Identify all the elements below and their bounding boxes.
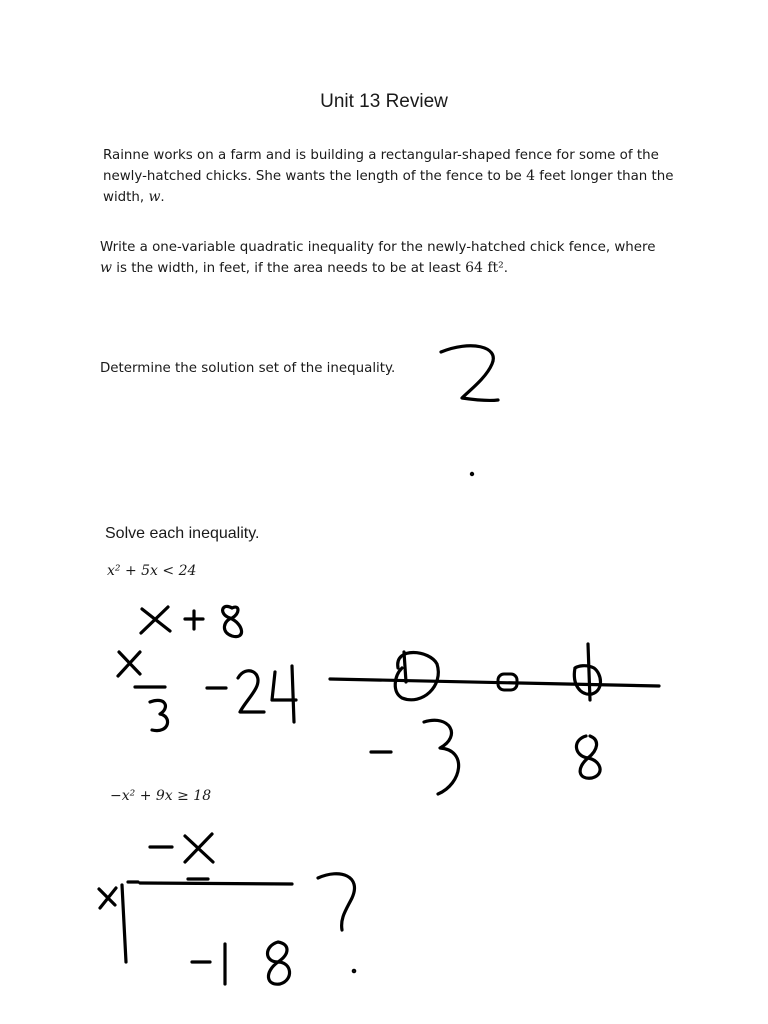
factor2-top-neg-x (140, 834, 292, 884)
q1-line-2-a: is the width, in feet, if the area needs to be at least (111, 261, 466, 276)
intro-line-3-a: width, (103, 190, 149, 205)
factor2-left-x (99, 882, 138, 962)
inequality-1: x² + 5x < 24 (107, 563, 197, 579)
question-mark-2 (318, 874, 355, 973)
root-8 (576, 736, 600, 778)
intro-line-3-b: . (160, 190, 165, 205)
factor-top-x-plus-8 (141, 606, 242, 636)
number-line (330, 644, 659, 700)
solve-heading: Solve each inequality. (105, 525, 260, 542)
q1-line-2-b: . (503, 261, 509, 276)
question-2: Determine the solution set of the inequality. (100, 361, 396, 376)
q1-variable: w (100, 260, 112, 276)
length-offset: 4 (526, 168, 535, 184)
factor-left-x (118, 652, 168, 731)
intro-line-1: Rainne works on a farm and is building a rectangular-shaped fence for some of the (103, 148, 659, 163)
q1-line-1: Write a one-variable quadratic inequality for the newly-hatched chick fence, where (100, 240, 656, 255)
inequality-2: −x² + 9x ≥ 18 (110, 788, 212, 804)
product-neg-24 (207, 666, 296, 722)
root-neg-3 (371, 720, 459, 794)
answer-question-mark (441, 346, 498, 475)
area-value: 64 ft² (465, 260, 504, 276)
width-variable: w (148, 189, 161, 205)
intro-line-2-a: newly-hatched chicks. She wants the length of the fence to be (103, 169, 527, 184)
product-neg-18 (192, 942, 290, 984)
intro-line-2-b: feet longer than the (534, 169, 674, 184)
page-title: Unit 13 Review (320, 91, 448, 112)
